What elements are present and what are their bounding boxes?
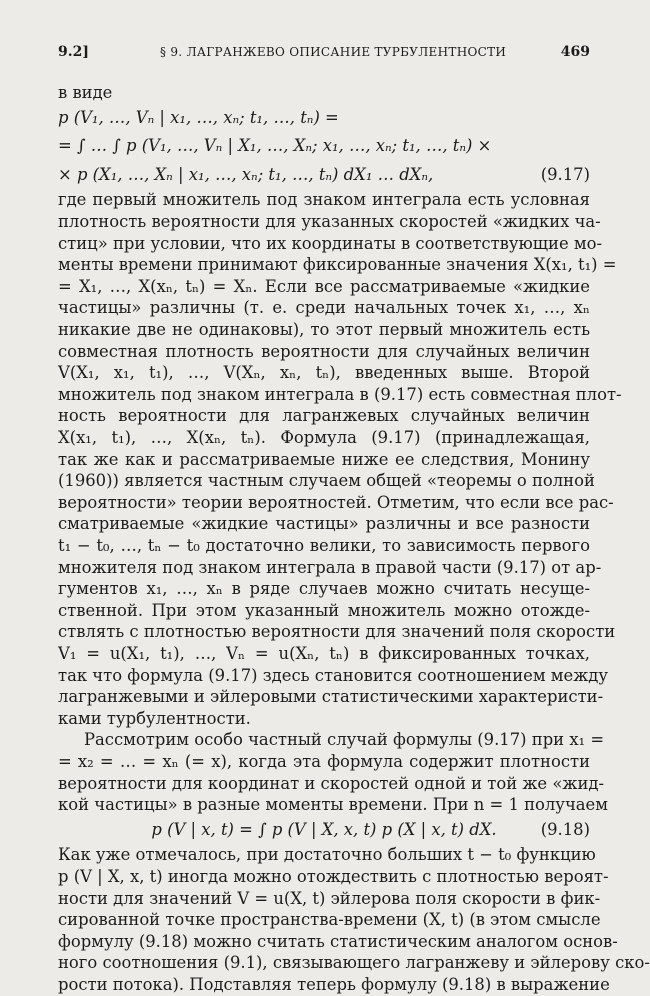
text-line: рости потока). Подставляя теперь формулу (9.18) в выражение xyxy=(58,975,610,994)
text-line: множителя под знаком интеграла в правой части (9.17) от ар- xyxy=(58,557,602,577)
text-line: так что формула (9.17) здесь становится соотношением между xyxy=(58,665,609,685)
text-line: = x₂ = … = xₙ (= x), когда эта формула содержит плотности xyxy=(58,752,590,771)
text-line: = X₁, …, X(xₙ, tₙ) = Xₙ. Если все рассматриваемые «жидкие xyxy=(58,276,590,296)
text-line: ность вероятности для лагранжевых случайных величин xyxy=(58,406,590,426)
equation-number-9-18: (9.18) xyxy=(540,819,590,839)
text-line: совместная плотность вероятности для случайных величин xyxy=(58,341,590,361)
text-line: кой частицы» в разные моменты времени. При n = 1 получаем xyxy=(58,795,608,815)
section-number: 9.2] xyxy=(58,44,89,60)
text-line: ного соотношения (9.1), связывающего лагранжеву и эйлерову ско- xyxy=(58,953,650,973)
text-line: менты времени принимают фиксированные значения X(x₁, t₁) = xyxy=(58,255,617,275)
text-line: (1960)) является частным случаем общей «теоремы о полной xyxy=(58,471,595,491)
text-line: частицы» различны (т. е. среди начальных точек x₁, …, xₙ xyxy=(58,298,590,318)
chapter-title: § 9. ЛАГРАНЖЕВО ОПИСАНИЕ ТУРБУЛЕНТНОСТИ xyxy=(160,45,507,59)
text-line: X(x₁, t₁), …, X(xₙ, tₙ). Формула (9.17) (принадлежащая, xyxy=(58,428,590,447)
text-line: вероятности» теории вероятностей. Отметим, что если все рас- xyxy=(58,492,614,512)
text-line: где первый множитель под знаком интеграла есть условная xyxy=(58,190,590,210)
page-number: 469 xyxy=(560,44,590,60)
text-line: сированной точке пространства-времени (X, t) (в этом смысле xyxy=(58,910,601,930)
text-line: V(X₁, x₁, t₁), …, V(Xₙ, xₙ, tₙ), введенных выше. Второй xyxy=(58,363,590,383)
text-line: ствлять с плотностью вероятности для значений поля скорости xyxy=(58,622,616,642)
text-line: ками турбулентности. xyxy=(58,708,251,728)
text-line: никакие две не одинаковы), то этот первый множитель есть xyxy=(58,320,590,339)
text-line: Как уже отмечалось, при достаточно больших t − t₀ функцию xyxy=(58,845,596,865)
text-line: так же как и рассматриваемые ниже ее следствия, Монину xyxy=(58,449,590,469)
equation-9-17-line-3 xyxy=(58,164,590,186)
text-line: лагранжевыми и эйлеровыми статистическими характеристи- xyxy=(58,687,604,707)
equation-9-18 xyxy=(58,819,590,841)
intro-text: в виде xyxy=(58,83,113,102)
text-line: ности для значений V = u(X, t) эйлерова поля скорости в фик- xyxy=(58,888,601,908)
text-line: формулу (9.18) можно считать статистическим аналогом основ- xyxy=(58,931,618,951)
text-line: множитель под знаком интеграла в (9.17) есть совместная плот- xyxy=(58,384,622,404)
equation-9-18-text: p (V | x, t) = ∫ p (V | X, x, t) p (X | x, t) dX. xyxy=(151,819,497,839)
text-line: плотность вероятности для указанных скоростей «жидких ча- xyxy=(58,212,601,231)
equation-9-17-line-3-text: × p (X₁, …, Xₙ | x₁, …, xₙ; t₁, …, tₙ) dX₁ … dXₙ, xyxy=(58,164,434,184)
text-line: гументов x₁, …, xₙ в ряде случаев можно считать несуще- xyxy=(58,579,590,599)
text-line: Рассмотрим особо частный случай формулы (9.17) при x₁ = xyxy=(84,730,605,750)
equation-9-17-line-2: = ∫ … ∫ p (V₁, …, Vₙ | X₁, …, Xₙ; x₁, …, xₙ; t₁, …, tₙ) × xyxy=(58,136,492,156)
text-line: p (V | X, x, t) иногда можно отождествить с плотностью вероят- xyxy=(58,867,609,886)
equation-9-17-line-1: p (V₁, …, Vₙ | x₁, …, xₙ; t₁, …, tₙ) = xyxy=(58,107,339,127)
text-line: V₁ = u(X₁, t₁), …, Vₙ = u(Xₙ, tₙ) в фиксированных точках, xyxy=(58,644,590,663)
running-header xyxy=(58,44,590,66)
text-line: ственной. При этом указанный множитель можно отожде- xyxy=(58,600,590,620)
equation-number-9-17: (9.17) xyxy=(540,164,590,184)
text-line: t₁ − t₀, …, tₙ − t₀ достаточно велики, то зависимость первого xyxy=(58,536,590,555)
text-line: сматриваемые «жидкие частицы» различны и все разности xyxy=(58,514,590,534)
text-line: стиц» при условии, что их координаты в соответствующие мо- xyxy=(58,233,603,253)
text-line: вероятности для координат и скоростей одной и той же «жид- xyxy=(58,773,604,793)
